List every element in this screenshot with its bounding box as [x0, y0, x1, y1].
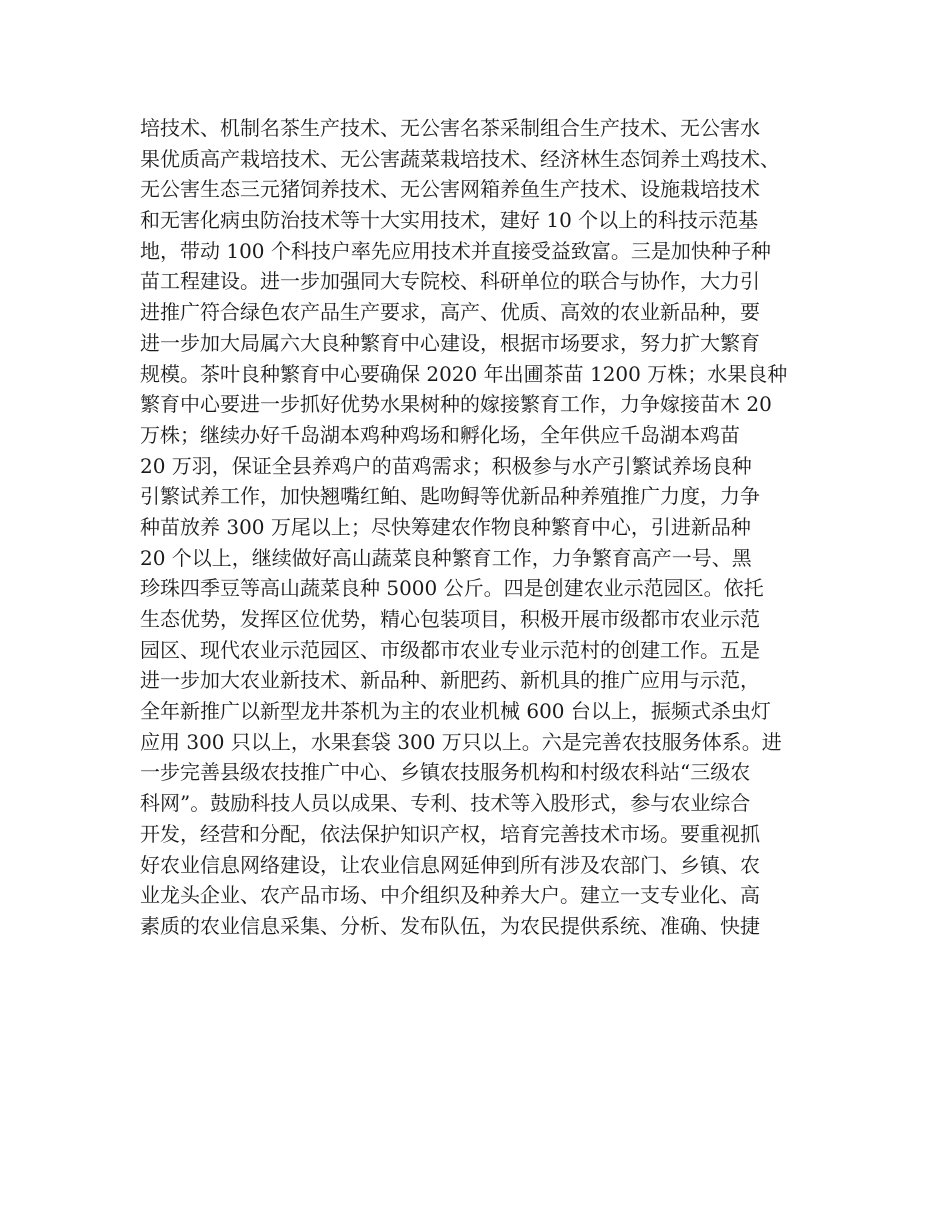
- text-line: 开发，经营和分配，依法保护知识产权，培育完善技术市场。要重视抓: [140, 821, 760, 846]
- text-line: 进推广符合绿色农产品生产要求，高产、优质、高效的农业新品种，要: [140, 300, 760, 325]
- text-line: 20 万羽，保证全县养鸡户的苗鸡需求；积极参与水产引繁试养场良种: [140, 453, 752, 478]
- text-line: 地，带动 100 个科技户率先应用技术并直接受益致富。三是加快种子种: [140, 238, 771, 263]
- text-line: 果优质高产栽培技术、无公害蔬菜栽培技术、经济林生态饲养土鸡技术、: [140, 146, 780, 171]
- text-line: 应用 300 只以上，水果套袋 300 万只以上。六是完善农技服务体系。进: [140, 729, 782, 754]
- text-line: 全年新推广以新型龙井茶机为主的农业机械 600 台以上，振频式杀虫灯: [140, 699, 771, 724]
- text-line: 培技术、机制名茶生产技术、无公害名茶采制组合生产技术、无公害水: [140, 116, 760, 140]
- text-line: 和无害化病虫防治技术等十大实用技术，建好 10 个以上的科技示范基: [140, 208, 759, 233]
- text-line: 引繁试养工作，加快翘嘴红鲌、匙吻鲟等优新品种养殖推广力度，力争: [140, 484, 760, 509]
- text-line: 万株；继续办好千岛湖本鸡种鸡场和孵化场，全年供应千岛湖本鸡苗: [140, 422, 740, 447]
- text-line: 进一步加大局属六大良种繁育中心建设，根据市场要求，努力扩大繁育: [140, 330, 760, 355]
- text-line: 一步完善县级农技推广中心、乡镇农技服务机构和村级农科站“三级农: [140, 760, 751, 785]
- text-line: 进一步加大农业新技术、新品种、新肥药、新机具的推广应用与示范，: [140, 668, 760, 693]
- text-line: 素质的农业信息采集、分析、发布队伍，为农民提供系统、准确、快捷: [140, 913, 760, 938]
- text-line: 珍珠四季豆等高山蔬菜良种 5000 公斤。四是创建农业示范园区。依托: [140, 576, 764, 601]
- text-line: 好农业信息网络建设，让农业信息网延伸到所有涉及农部门、乡镇、农: [140, 852, 760, 877]
- text-line: 业龙头企业、农产品市场、中介组织及种养大户。建立一支专业化、高: [140, 883, 760, 908]
- text-line: 生态优势，发挥区位优势，精心包装项目，积极开展市级都市农业示范: [140, 607, 760, 631]
- text-line: 苗工程建设。进一步加强同大专院校、科研单位的联合与协作，大力引: [140, 269, 760, 294]
- text-line: 科网”。鼓励科技人员以成果、专利、技术等入股形式，参与农业综合: [140, 791, 751, 816]
- text-line: 种苗放养 300 万尾以上；尽快筹建农作物良种繁育中心，引进新品种: [140, 514, 751, 539]
- text-line: 园区、现代农业示范园区、市级都市农业专业示范村的创建工作。五是: [140, 637, 760, 662]
- text-line: 20 个以上，继续做好高山蔬菜良种繁育工作，力争繁育高产一号、黑: [140, 545, 752, 570]
- text-line: 无公害生态三元猪饲养技术、无公害网箱养鱼生产技术、设施栽培技术: [140, 177, 760, 202]
- body-text: [140, 113, 820, 942]
- text-line: 规模。茶叶良种繁育中心要确保 2020 年出圃茶苗 1200 万株；水果良种: [140, 361, 788, 386]
- text-line: 繁育中心要进一步抓好优势水果树种的嫁接繁育工作，力争嫁接苗木 20: [140, 392, 772, 417]
